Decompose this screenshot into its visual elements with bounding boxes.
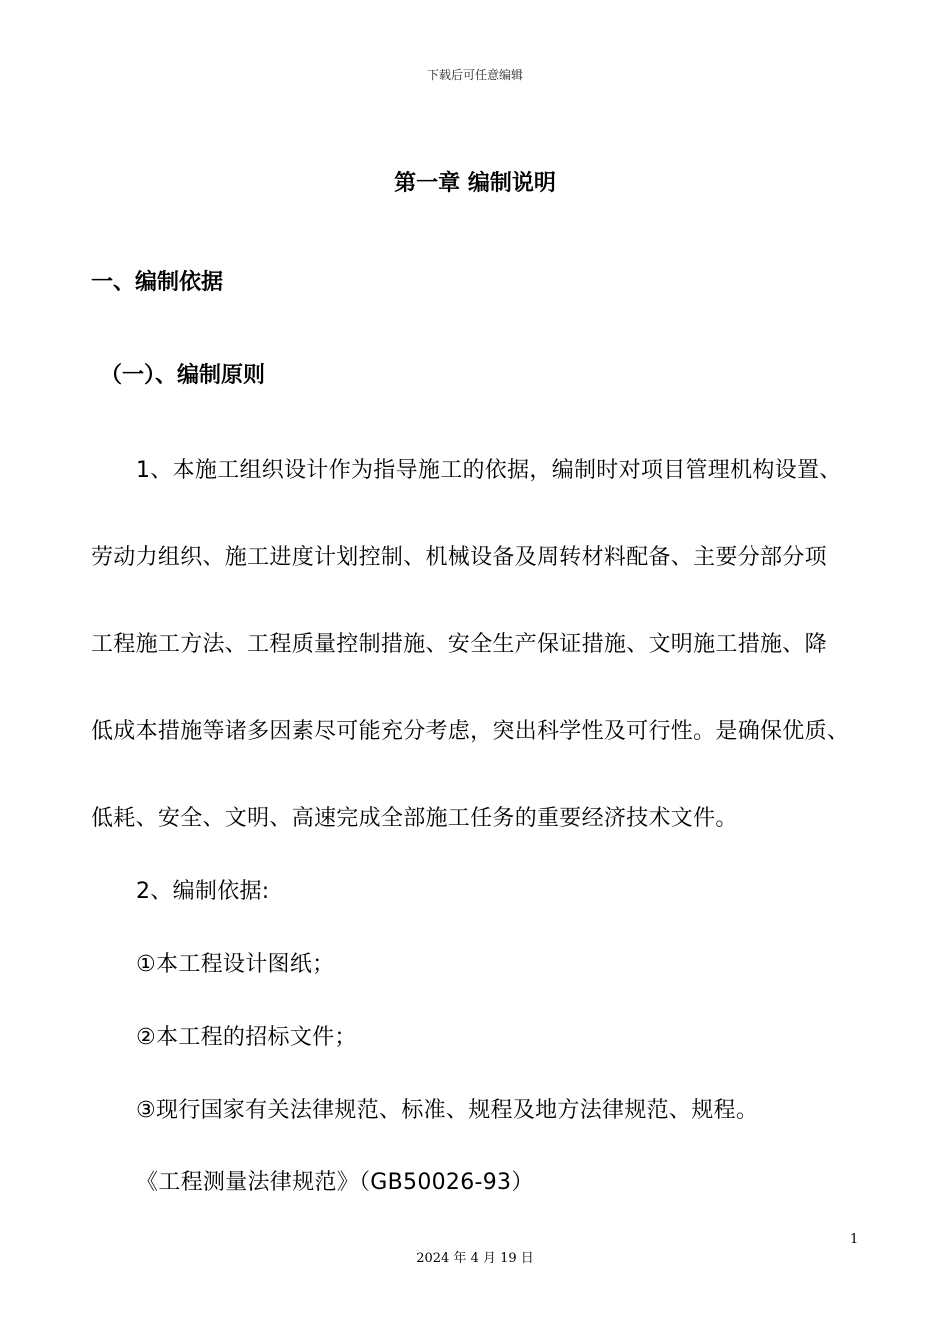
- list-item: ②本工程的招标文件；: [136, 1025, 357, 1050]
- page-header: 下载后可任意编辑: [426, 68, 523, 82]
- paragraph-line: 低成本措施等诸多因素尽可能充分考虑，突出科学性及可行性。是确保优质、: [91, 719, 850, 744]
- paragraph-line: 劳动力组织、施工进度计划控制、机械设备及周转材料配备、主要分部分项: [91, 545, 827, 570]
- page-number: 1: [850, 1232, 859, 1247]
- list-item: ③现行国家有关法律规范、标准、规程及地方法律规范、规程。: [136, 1098, 759, 1123]
- paragraph-line: 工程施工方法、工程质量控制措施、安全生产保证措施、文明施工措施、降: [91, 632, 827, 657]
- chapter-title: 第一章 编制说明: [394, 171, 556, 196]
- item-heading: 2、编制依据:: [136, 879, 270, 904]
- list-item: ①本工程设计图纸；: [136, 952, 335, 977]
- section-heading: 一、编制依据: [91, 270, 224, 295]
- footer-date: 2024 年 4 月 19 日: [416, 1251, 534, 1266]
- subsection-heading: （一）、编制原则: [100, 363, 266, 388]
- standard-reference: 《工程测量法律规范》（GB50026-93）: [136, 1170, 534, 1195]
- paragraph-line: 1、本施工组织设计作为指导施工的依据，编制时对项目管理机构设置、: [136, 458, 842, 483]
- paragraph-line: 低耗、安全、文明、高速完成全部施工任务的重要经济技术文件。: [91, 806, 738, 831]
